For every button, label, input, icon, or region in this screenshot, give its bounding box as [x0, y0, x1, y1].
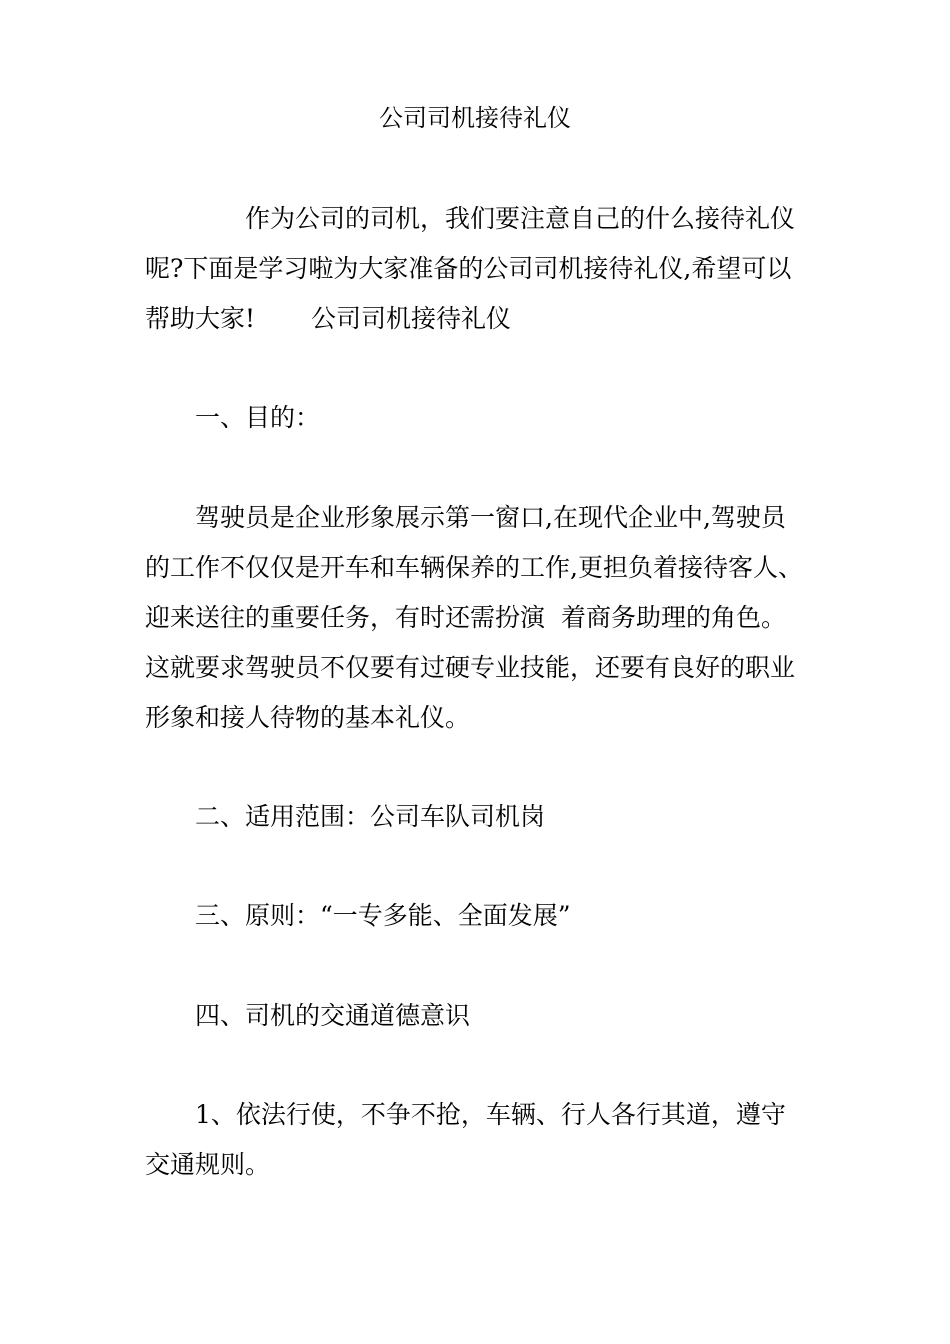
- intro-line-3: [145, 294, 815, 344]
- section-3-block: [145, 891, 815, 941]
- section-1-line-3-b: 着商务助理的角色。: [561, 603, 787, 632]
- document-title: 公司司机接待礼仪: [379, 104, 571, 132]
- section-2-block: [145, 792, 815, 842]
- section-1-line-2: 的工作不仅仅是开车和车辆保养的工作,更担负着接待客人、: [145, 553, 803, 582]
- section-2-heading: 二、适用范围：公司车队司机岗: [195, 802, 546, 831]
- section-4-item-1-line-2: 交通规则。: [145, 1150, 271, 1179]
- intro-line-3-b: 公司司机接待礼仪: [311, 304, 512, 333]
- intro-line-1: 作为公司的司机，我们要注意自己的什么接待礼仪: [245, 204, 796, 233]
- section-3-heading: 三、原则：“一专多能、全面发展”: [195, 901, 571, 930]
- intro-line-3-a: 帮助大家!: [145, 304, 256, 333]
- section-1-heading-block: [145, 393, 815, 443]
- section-4-heading: 四、司机的交通道德意识: [195, 1001, 471, 1030]
- section-1-body: [145, 493, 815, 743]
- section-1-heading: 一、目的：: [195, 403, 321, 432]
- section-4-item-1: [145, 1090, 815, 1190]
- section-1-line-5: 形象和接人待物的基本礼仪。: [145, 703, 471, 732]
- section-1-line-4: 这就要求驾驶员不仅要有过硬专业技能，还要有良好的职业: [145, 653, 796, 682]
- section-1-line-3-a: 迎来送往的重要任务，有时还需扮演: [145, 603, 546, 632]
- section-4-block: [145, 991, 815, 1041]
- section-4-item-1-line-1: 1、依法行使，不争不抢，车辆、行人各行其道，遵守: [195, 1100, 786, 1129]
- section-1-line-1: 驾驶员是企业形象展示第一窗口,在现代企业中,驾驶员: [195, 503, 786, 532]
- intro-paragraph: [145, 194, 815, 344]
- intro-line-2: 呢?下面是学习啦为大家准备的公司司机接待礼仪,希望可以: [145, 254, 792, 283]
- section-1-line-3: [145, 593, 815, 643]
